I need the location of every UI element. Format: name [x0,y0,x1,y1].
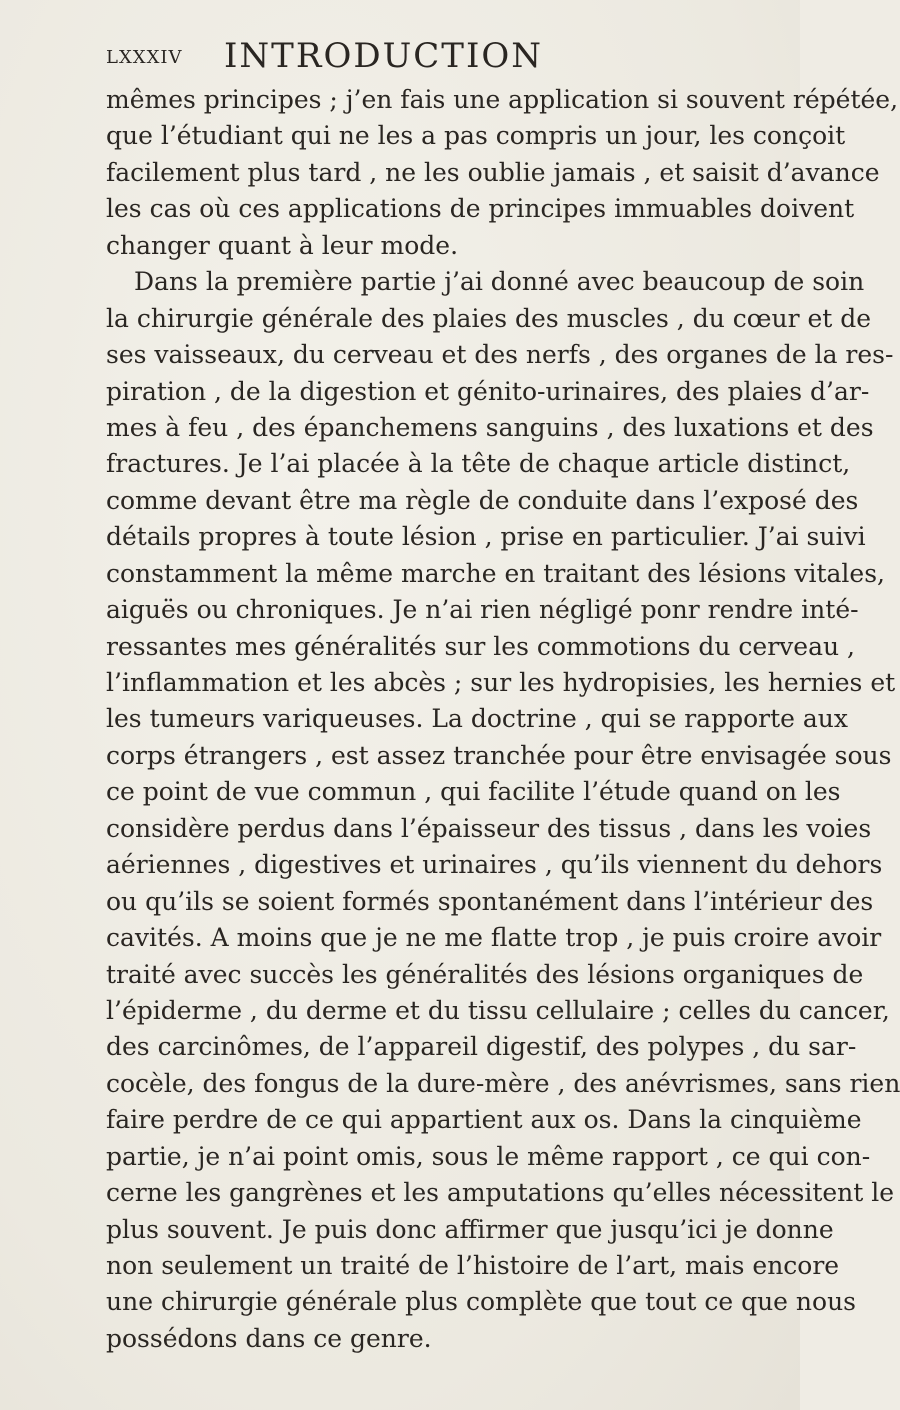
text-line: facilement plus tard , ne les oublie jamais , et saisit d’avance [106,157,880,187]
text-line: mes à feu , des épanchemens sanguins , des luxations et des [106,412,874,442]
body-text [106,82,900,1357]
running-title: INTRODUCTION [224,36,543,76]
text-line: mêmes principes ; j’en fais une application si souvent répétée, [106,85,899,114]
text-line: cocèle, des fongus de la dure-mère , des anévrismes, sans rien [106,1068,900,1098]
page-number: lxxxiv [106,40,183,69]
text-line: détails propres à toute lésion , prise en particulier. J’ai suivi [106,522,866,552]
text-line: Dans la première partie j’ai donné avec beaucoup de soin [134,267,865,297]
text-line: la chirurgie générale des plaies des muscles , du cœur et de [106,303,872,333]
text-line: l’inflammation et les abcès ; sur les hydropisies, les hernies et [106,668,896,697]
text-line: cavités. A moins que je ne me flatte trop , je puis croire avoir [106,923,882,953]
text-line: partie, je n’ai point omis, sous le même rapport , ce qui con- [106,1141,871,1171]
text-line: piration , de la digestion et génito-urinaires, des plaies d’ar- [106,376,870,406]
text-line: cerne les gangrènes et les amputations qu’elles nécessitent le [106,1178,895,1208]
text-line: une chirurgie générale plus complète que tout ce que nous [106,1287,856,1317]
text-line: les cas où ces applications de principes immuables doivent [106,194,855,224]
text-line: constamment la même marche en traitant des lésions vitales, [106,558,885,588]
text-line: corps étrangers , est assez tranchée pour être envisagée sous [106,740,892,770]
text-line: changer quant à leur mode. [106,230,459,260]
text-line: aériennes , digestives et urinaires , qu’ils viennent du dehors [106,850,883,880]
text-line: possédons dans ce genre. [106,1323,432,1353]
text-line: des carcinômes, de l’appareil digestif, des polypes , du sar- [106,1032,857,1062]
text-line: comme devant être ma règle de conduite dans l’exposé des [106,485,859,515]
text-line: traité avec succès les généralités des lésions organiques de [106,959,864,989]
text-line: ou qu’ils se soient formés spontanément dans l’intérieur des [106,886,874,916]
text-line: fractures. Je l’ai placée à la tête de chaque article distinct, [106,449,851,479]
text-line: plus souvent. Je puis donc affirmer que jusqu’ici je donne [106,1214,834,1244]
text-line: les tumeurs variqueuses. La doctrine , qui se rapporte aux [106,704,848,734]
text-line: ses vaisseaux, du cerveau et des nerfs , des organes de la res- [106,340,894,370]
text-line: l’épiderme , du derme et du tissu cellulaire ; celles du cancer, [106,995,890,1025]
text-line: ressantes mes généralités sur les commotions du cerveau , [106,631,855,661]
text-line: que l’étudiant qui ne les a pas compris un jour, les conçoit [106,121,846,151]
text-line: non seulement un traité de l’histoire de l’art, mais encore [106,1251,840,1280]
text-line: considère perdus dans l’épaisseur des tissus , dans les voies [106,813,872,843]
text-line: aiguës ou chroniques. Je n’ai rien négligé ponr rendre inté- [106,595,859,625]
text-line: ce point de vue commun , qui facilite l’étude quand on les [106,777,841,807]
text-line: faire perdre de ce qui appartient aux os. Dans la cinquième [106,1105,862,1135]
page-header [106,36,706,80]
